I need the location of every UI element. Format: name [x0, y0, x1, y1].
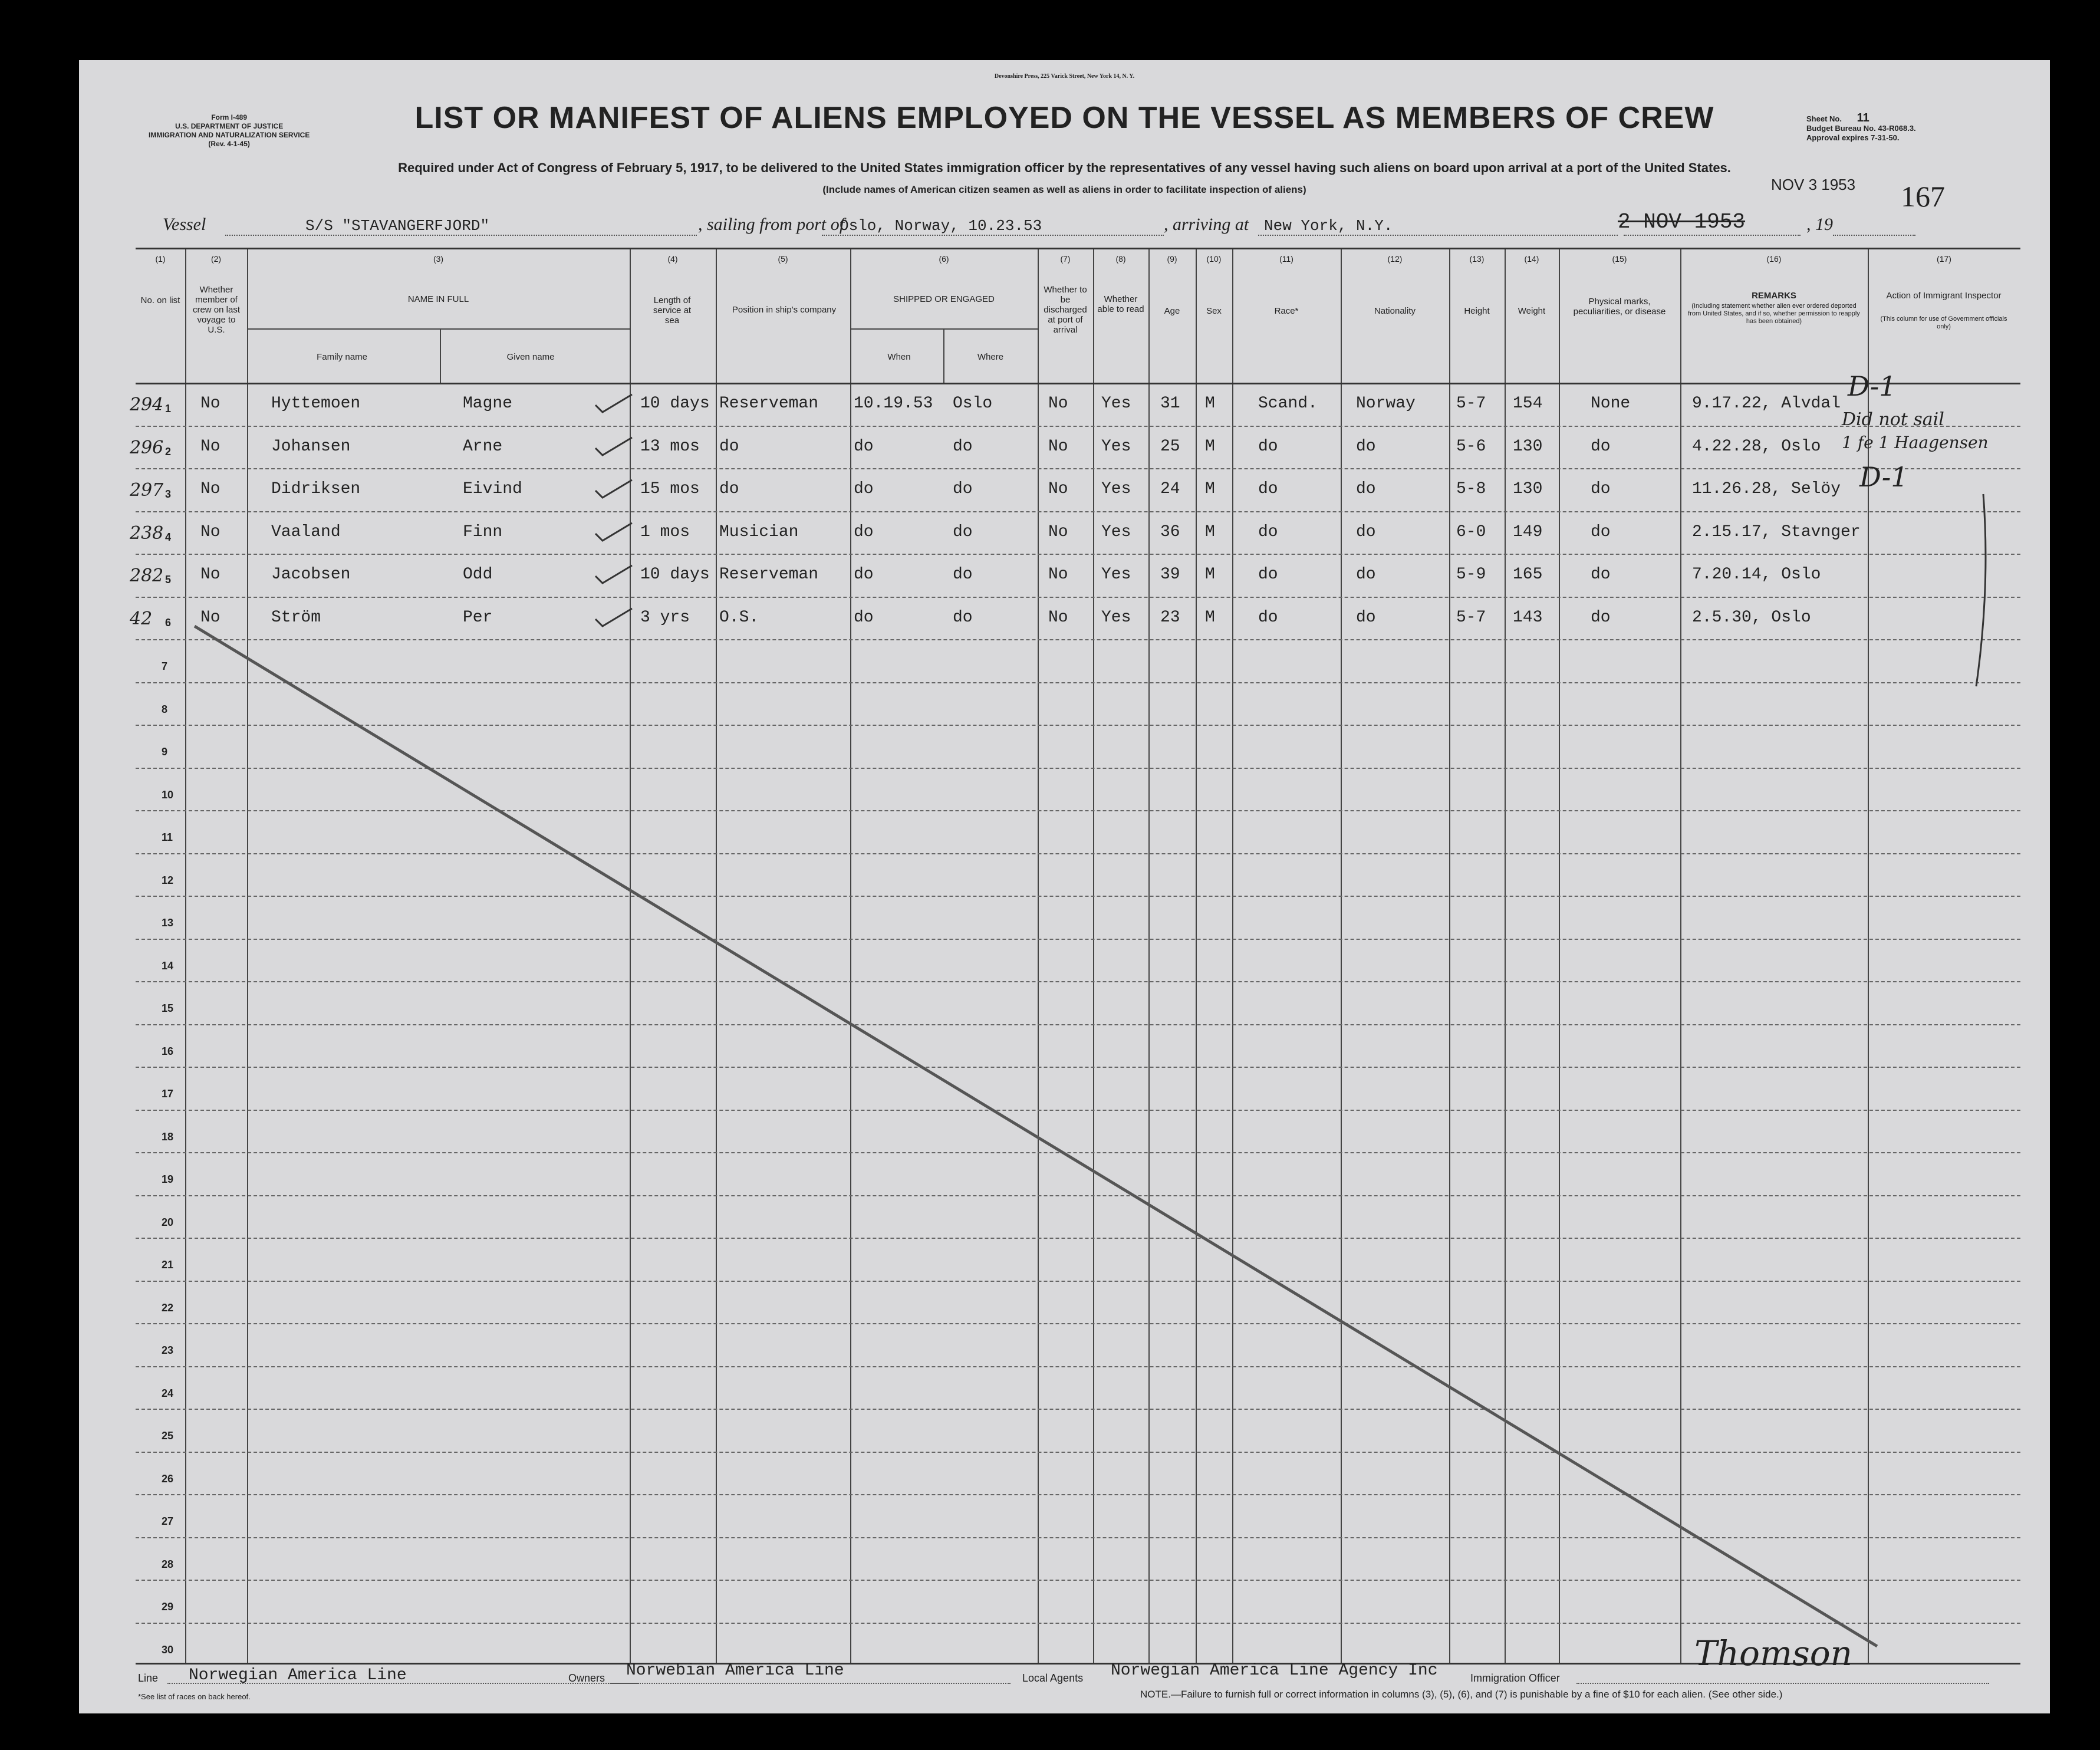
cell-weight: 130	[1513, 480, 1543, 498]
row-ref-number: 297	[130, 480, 164, 501]
empty-row-number: 25	[162, 1430, 174, 1442]
col-header-service: Length of service at sea	[653, 295, 692, 325]
col-num: (10)	[1206, 254, 1222, 264]
cell-read: Yes	[1101, 608, 1131, 627]
inspector-note: Did not sail	[1842, 409, 1944, 430]
sheet-label: Sheet No.	[1806, 114, 1842, 123]
cell-service: 3 yrs	[640, 608, 690, 627]
cell-weight: 143	[1513, 608, 1543, 627]
cell-when: 10.19.53	[854, 394, 933, 413]
cell-height: 5-8	[1456, 480, 1486, 498]
cell-service: 13 mos	[640, 437, 700, 456]
col-num: (6)	[939, 254, 949, 264]
cell-where: do	[953, 522, 973, 541]
row-number: 1	[165, 403, 172, 415]
col-header-action: Action of Immigrant Inspector	[1886, 291, 2002, 301]
col-num: (11)	[1279, 254, 1293, 264]
cell-marks: None	[1591, 394, 1631, 413]
empty-row-number: 17	[162, 1088, 174, 1100]
cell-family: Ström	[271, 608, 321, 627]
cell-where: do	[953, 480, 973, 498]
col-header-discharged: Whether to be discharged at port of arrival	[1044, 285, 1087, 335]
empty-row-number: 27	[162, 1515, 174, 1527]
cell-read: Yes	[1101, 437, 1131, 456]
col-header-height: Height	[1464, 306, 1490, 316]
row-ref-number: 282	[130, 565, 164, 586]
col-header-family: Family name	[317, 352, 367, 362]
empty-row-number: 10	[162, 788, 174, 801]
cell-where: do	[953, 565, 973, 584]
cell-sex: M	[1205, 608, 1215, 627]
empty-row-number: 26	[162, 1472, 174, 1485]
cell-last-voyage: No	[200, 565, 220, 584]
cell-remarks: 9.17.22, Alvdal	[1692, 394, 1841, 413]
budget-bureau: Budget Bureau No. 43-R068.3.	[1806, 124, 1916, 133]
row-number: 6	[165, 616, 172, 629]
cell-height: 6-0	[1456, 522, 1486, 541]
cell-sex: M	[1205, 437, 1215, 456]
cell-height: 5-9	[1456, 565, 1486, 584]
empty-row-number: 9	[162, 746, 168, 758]
row-number: 5	[165, 574, 172, 585]
empty-row-number: 16	[162, 1045, 174, 1057]
empty-row-number: 12	[162, 874, 174, 886]
col-num: (16)	[1766, 254, 1782, 264]
cell-age: 23	[1160, 608, 1180, 627]
col-header-name: NAME IN FULL	[407, 294, 469, 304]
page-number: 167	[1901, 180, 1945, 213]
cell-last-voyage: No	[200, 437, 220, 456]
row-number: 2	[165, 445, 172, 458]
col-header-no: No. on list	[140, 295, 180, 305]
cell-given: Arne	[463, 437, 503, 456]
inspector-note: 1 fe 1 Haagensen	[1842, 433, 1989, 452]
cell-remarks: 4.22.28, Oslo	[1692, 437, 1821, 456]
cell-weight: 149	[1513, 522, 1543, 541]
line-label: Line	[138, 1672, 159, 1684]
line-value: Norwegian America Line	[189, 1666, 407, 1685]
col-num: (13)	[1469, 254, 1485, 264]
cell-race: do	[1258, 437, 1278, 456]
cell-sex: M	[1205, 394, 1215, 413]
cell-discharged: No	[1048, 394, 1068, 413]
col-num: (14)	[1524, 254, 1539, 264]
cell-given: Magne	[463, 394, 513, 413]
cell-race: do	[1258, 522, 1278, 541]
empty-row-number: 29	[162, 1601, 174, 1613]
cell-discharged: No	[1048, 437, 1068, 456]
cell-marks: do	[1591, 522, 1611, 541]
empty-row-number: 21	[162, 1259, 174, 1271]
empty-row-number: 7	[162, 660, 168, 672]
cell-last-voyage: No	[200, 522, 220, 541]
cell-remarks: 7.20.14, Oslo	[1692, 565, 1821, 584]
subtitle: Required under Act of Congress of February 5, 1917, to be delivered to the United States immigration officer by the representatives of any vessel having such aliens on board upon arrival at a port of the United States.	[398, 160, 1731, 175]
cell-nationality: do	[1356, 437, 1376, 456]
sheet-number: 11	[1857, 111, 1869, 124]
cell-position: O.S.	[719, 608, 759, 627]
cell-service: 15 mos	[640, 480, 700, 498]
row-number: 3	[165, 488, 172, 500]
cell-marks: do	[1591, 608, 1611, 627]
cell-nationality: Norway	[1356, 394, 1416, 413]
col-header-action-note: (This column for use of Government officials only)	[1880, 315, 2007, 330]
cell-discharged: No	[1048, 522, 1068, 541]
cell-race: do	[1258, 608, 1278, 627]
cell-nationality: do	[1356, 608, 1376, 627]
empty-row-number: 30	[162, 1643, 174, 1656]
row-ref-number: 294	[130, 394, 164, 415]
cell-family: Jacobsen	[271, 565, 351, 584]
cell-race: Scand.	[1258, 394, 1318, 413]
received-stamp: NOV 3 1953	[1771, 176, 1856, 193]
cell-remarks: 11.26.28, Selöy	[1692, 480, 1841, 498]
col-header-marks: Physical marks, peculiarities, or disease	[1573, 297, 1666, 317]
cell-marks: do	[1591, 565, 1611, 584]
service: IMMIGRATION AND NATURALIZATION SERVICE	[149, 131, 310, 139]
col-header-age: Age	[1164, 306, 1180, 316]
cell-read: Yes	[1101, 522, 1131, 541]
cell-marks: do	[1591, 480, 1611, 498]
col-header-weight: Weight	[1518, 306, 1546, 316]
inspector-note: D-1	[1859, 461, 1908, 493]
col-num: (17)	[1937, 254, 1951, 264]
cell-when: do	[854, 608, 874, 627]
col-header-given: Given name	[506, 352, 555, 362]
cell-nationality: do	[1356, 565, 1376, 584]
arriving-label: , arriving at	[1164, 215, 1249, 234]
cell-discharged: No	[1048, 565, 1068, 584]
col-num: (15)	[1612, 254, 1627, 264]
col-header-where: Where	[977, 352, 1004, 362]
col-num: (12)	[1387, 254, 1403, 264]
cell-when: do	[854, 437, 874, 456]
cell-family: Didriksen	[271, 480, 361, 498]
col-num: (7)	[1060, 254, 1071, 264]
cell-when: do	[854, 565, 874, 584]
cell-age: 31	[1160, 394, 1180, 413]
cell-weight: 130	[1513, 437, 1543, 456]
cell-where: Oslo	[953, 394, 993, 413]
empty-row-number: 14	[162, 959, 174, 972]
revision: (Rev. 4-1-45)	[208, 140, 250, 148]
col-num: (3)	[433, 254, 444, 264]
cell-given: Per	[463, 608, 493, 627]
empty-row-number: 11	[162, 831, 173, 843]
empty-row-number: 19	[162, 1173, 174, 1185]
cell-height: 5-7	[1456, 394, 1486, 413]
cell-last-voyage: No	[200, 394, 220, 413]
empty-row-number: 18	[162, 1130, 174, 1143]
cell-race: do	[1258, 480, 1278, 498]
cell-where: do	[953, 608, 973, 627]
cell-service: 1 mos	[640, 522, 690, 541]
cell-height: 5-6	[1456, 437, 1486, 456]
sailing-from: Oslo, Norway, 10.23.53	[840, 217, 1042, 235]
page-title: LIST OR MANIFEST OF ALIENS EMPLOYED ON THE VESSEL AS MEMBERS OF CREW	[414, 101, 1714, 135]
cell-given: Odd	[463, 565, 493, 584]
empty-row-number: 20	[162, 1216, 174, 1228]
sailing-label: , sailing from port of	[698, 215, 845, 234]
row-number: 4	[165, 531, 172, 543]
owners-label: Owners	[568, 1672, 605, 1684]
cell-last-voyage: No	[200, 480, 220, 498]
inspector-note: D-1	[1848, 370, 1897, 402]
cell-read: Yes	[1101, 565, 1131, 584]
cell-sex: M	[1205, 522, 1215, 541]
col-header-shipped: SHIPPED OR ENGAGED	[893, 294, 995, 304]
penalty-note: NOTE.—Failure to furnish full or correct information in columns (3), (5), (6), and (7) is punishable by a fine of $10 for each alien. (See other side.)	[1140, 1689, 1783, 1700]
form-number: Form I-489	[211, 113, 247, 121]
col-num: (8)	[1115, 254, 1126, 264]
officer-label: Immigration Officer	[1470, 1672, 1560, 1684]
cell-where: do	[953, 437, 973, 456]
manifest-sheet	[79, 60, 2050, 1713]
cell-read: Yes	[1101, 394, 1131, 413]
empty-row-number: 15	[162, 1002, 174, 1014]
cell-given: Finn	[463, 522, 503, 541]
row-ref-number: 296	[130, 437, 164, 458]
department: U.S. DEPARTMENT OF JUSTICE	[175, 122, 284, 130]
row-ref-number: 42	[130, 608, 153, 629]
cell-marks: do	[1591, 437, 1611, 456]
cell-last-voyage: No	[200, 608, 220, 627]
vessel-label: Vessel	[163, 215, 206, 234]
cell-discharged: No	[1048, 480, 1068, 498]
cell-position: Reserveman	[719, 394, 819, 413]
col-header-read: Whether able to read	[1097, 294, 1144, 314]
col-header-nationality: Nationality	[1374, 306, 1416, 316]
vessel-name: S/S "STAVANGERFJORD"	[305, 217, 490, 235]
cell-service: 10 days	[640, 394, 710, 413]
cell-weight: 165	[1513, 565, 1543, 584]
races-note: *See list of races on back hereof.	[138, 1692, 251, 1701]
col-num: (1)	[155, 254, 166, 264]
col-header-last-voyage: Whether member of crew on last voyage to U.S.	[192, 285, 241, 335]
cell-when: do	[854, 522, 874, 541]
cell-age: 24	[1160, 480, 1180, 498]
owners-value: Norwebian America Line	[626, 1662, 844, 1680]
empty-row-number: 13	[162, 917, 174, 929]
cell-sex: M	[1205, 565, 1215, 584]
cell-nationality: do	[1356, 522, 1376, 541]
cell-remarks: 2.5.30, Oslo	[1692, 608, 1811, 627]
cell-family: Johansen	[271, 437, 351, 456]
cell-weight: 154	[1513, 394, 1543, 413]
cell-position: do	[719, 480, 739, 498]
cell-race: do	[1258, 565, 1278, 584]
cell-sex: M	[1205, 480, 1215, 498]
approval-expiry: Approval expires 7-31-50.	[1806, 133, 1900, 142]
year-label: , 19	[1806, 215, 1833, 234]
cell-service: 10 days	[640, 565, 710, 584]
col-header-remarks-note: (Including statement whether alien ever ordered deported from United States, and if so, whether permission to reapply has been obtained)	[1688, 302, 1860, 325]
col-header-when: When	[887, 352, 911, 362]
printer-line: Devonshire Press, 225 Varick Street, New York 14, N. Y.	[994, 73, 1135, 80]
cell-age: 39	[1160, 565, 1180, 584]
cell-position: Reserveman	[719, 565, 819, 584]
cell-nationality: do	[1356, 480, 1376, 498]
cell-age: 36	[1160, 522, 1180, 541]
col-header-remarks: REMARKS	[1752, 291, 1796, 301]
col-num: (2)	[210, 254, 222, 264]
bracket-mark	[1966, 493, 2001, 688]
subnote: (Include names of American citizen seamen as well as aliens in order to facilitate inspection of aliens)	[822, 184, 1306, 195]
cell-remarks: 2.15.17, Stavnger	[1692, 522, 1861, 541]
cell-age: 25	[1160, 437, 1180, 456]
officer-signature: Thomson	[1694, 1633, 1852, 1673]
cell-given: Eivind	[463, 480, 522, 498]
agents-label: Local Agents	[1022, 1672, 1084, 1684]
col-num: (5)	[778, 254, 788, 264]
col-num: (9)	[1167, 254, 1177, 264]
empty-row-number: 8	[162, 703, 168, 715]
cell-family: Vaaland	[271, 522, 341, 541]
cancel-line	[79, 60, 2050, 1713]
agents-value: Norwegian America Line Agency Inc	[1111, 1662, 1438, 1680]
empty-row-number: 24	[162, 1387, 174, 1399]
cell-family: Hyttemoen	[271, 394, 361, 413]
col-header-position: Position in ship's company	[732, 305, 837, 315]
cell-discharged: No	[1048, 608, 1068, 627]
col-num: (4)	[667, 254, 678, 264]
col-header-race: Race*	[1274, 306, 1299, 316]
cell-read: Yes	[1101, 480, 1131, 498]
col-header-sex: Sex	[1206, 306, 1222, 316]
cell-height: 5-7	[1456, 608, 1486, 627]
cell-position: Musician	[719, 522, 799, 541]
cell-when: do	[854, 480, 874, 498]
empty-row-number: 22	[162, 1301, 174, 1314]
empty-row-number: 23	[162, 1344, 174, 1356]
empty-row-number: 28	[162, 1558, 174, 1570]
row-ref-number: 238	[130, 522, 164, 544]
arriving-at: New York, N.Y.	[1264, 217, 1393, 235]
cell-position: do	[719, 437, 739, 456]
arrival-date: 2 NOV 1953	[1618, 210, 1746, 234]
